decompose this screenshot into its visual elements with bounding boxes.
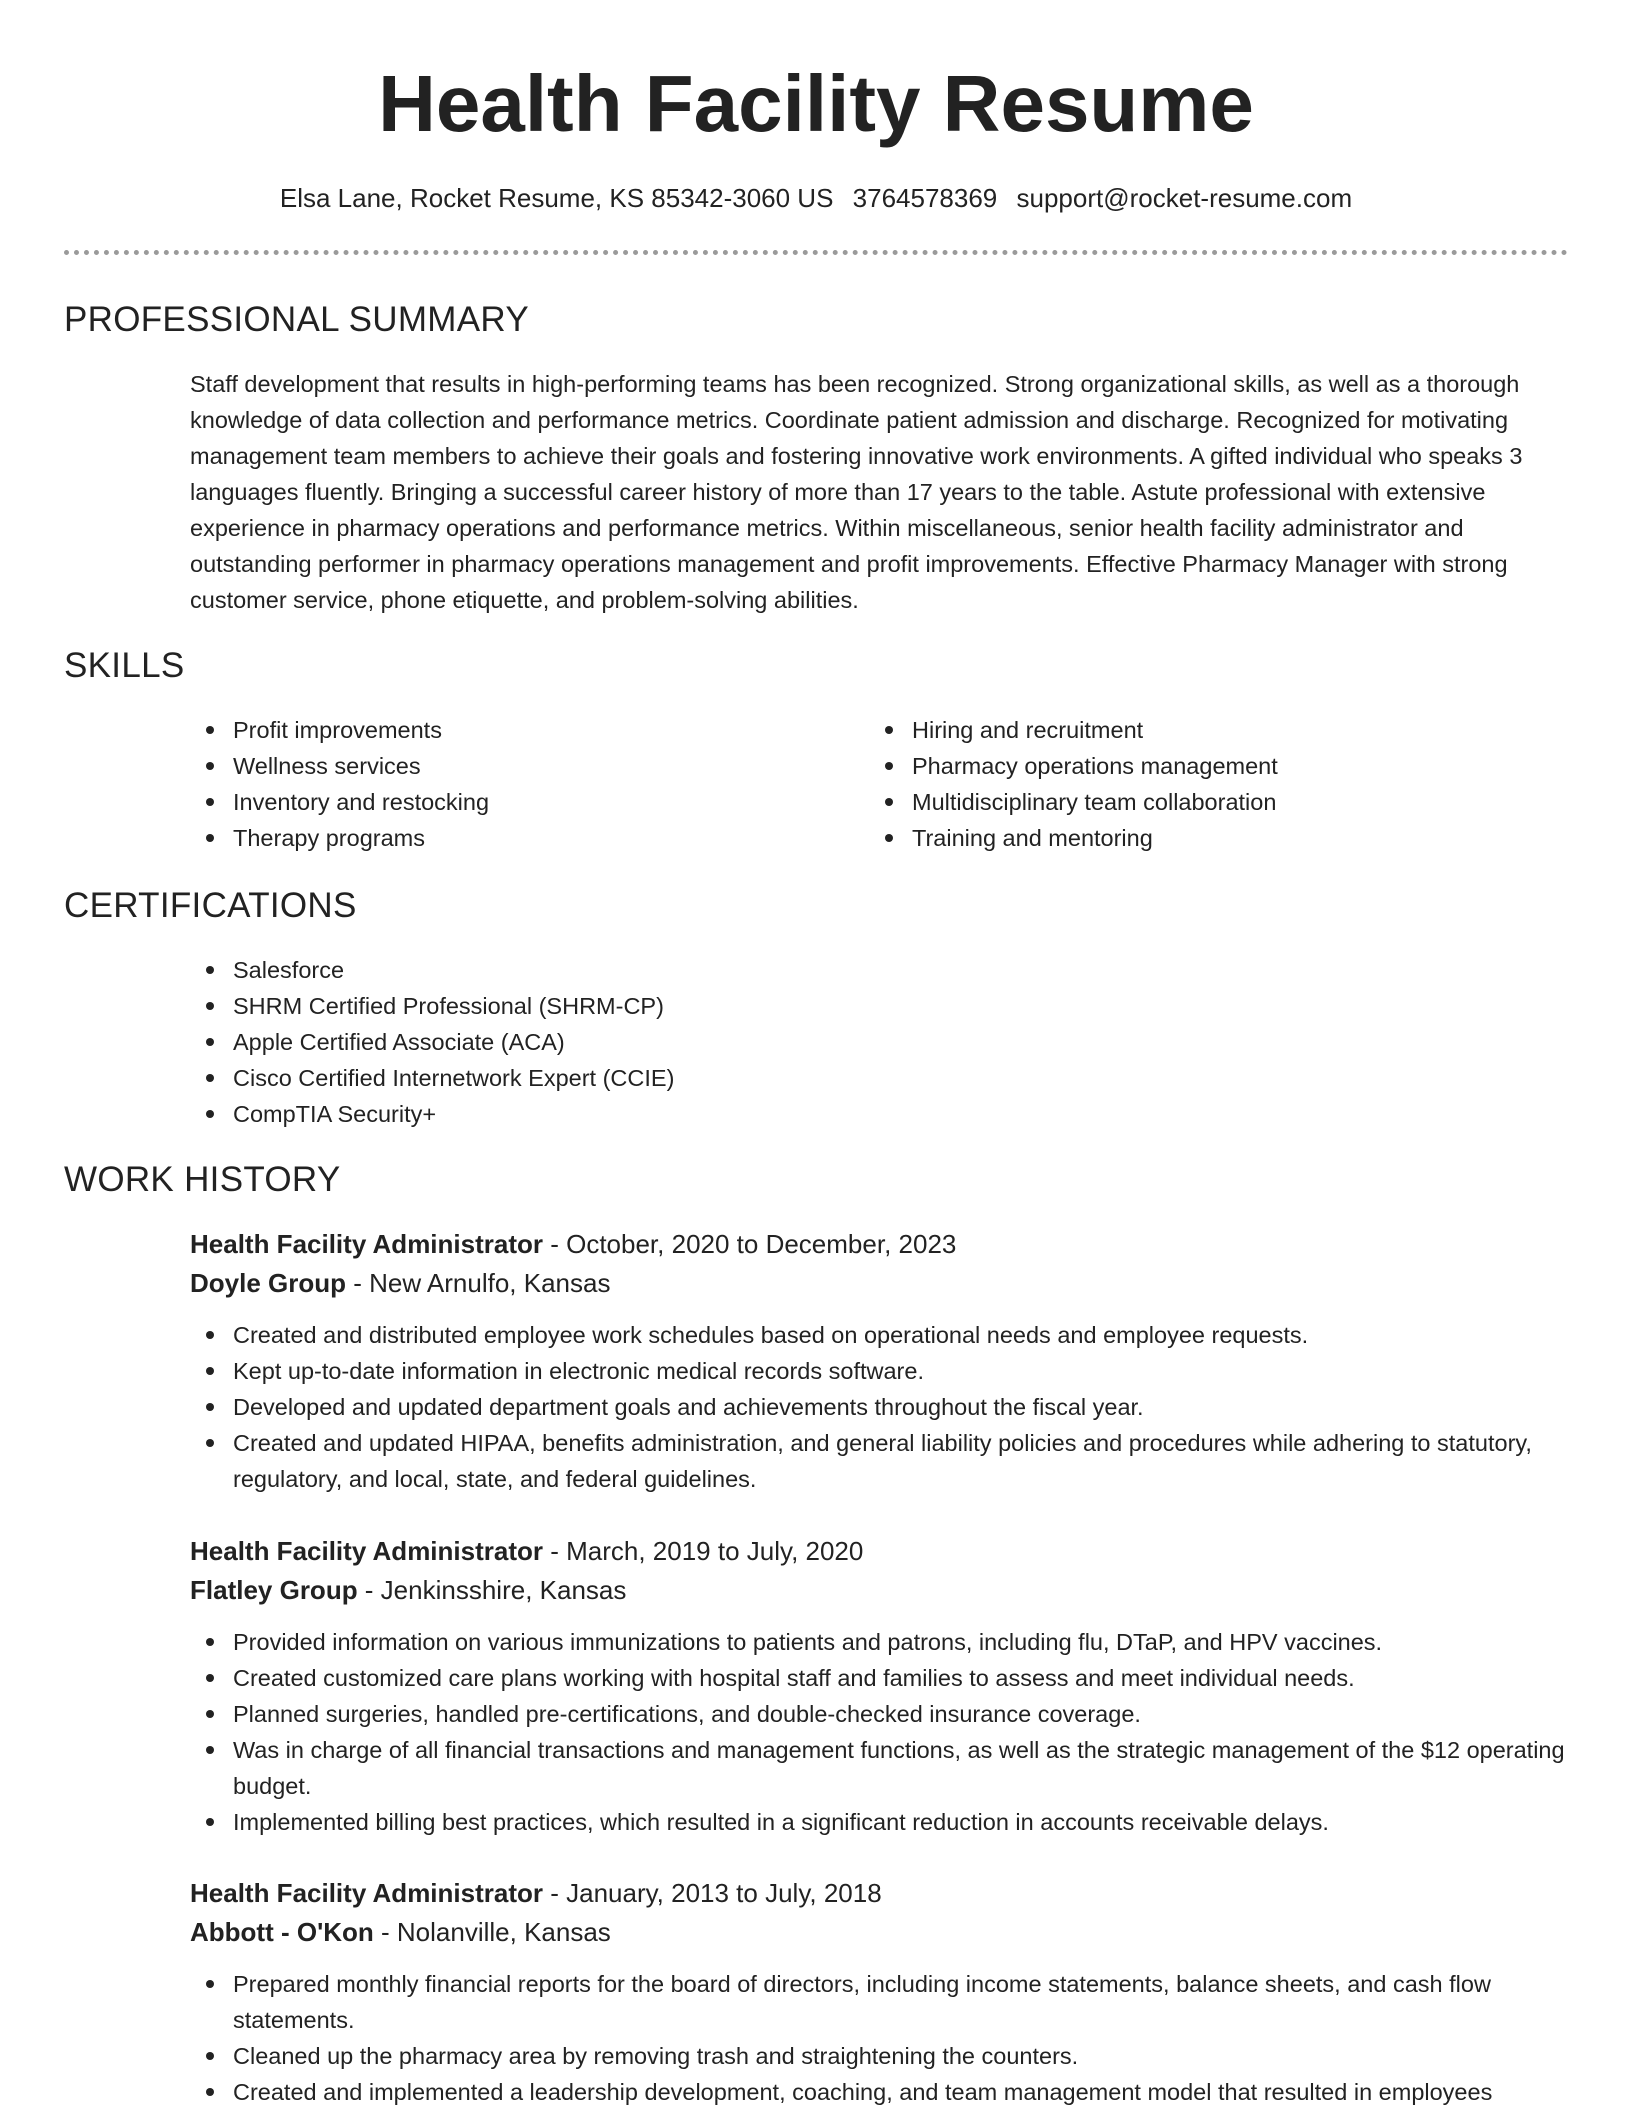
list-item: Kept up-to-date information in electronic medical records software. xyxy=(190,1353,1570,1389)
job-dates: - March, 2019 to July, 2020 xyxy=(543,1536,864,1566)
job-title-line xyxy=(190,1874,1570,1913)
list-item: Hiring and recruitment xyxy=(869,712,1549,748)
job-company-line xyxy=(190,1913,1570,1952)
job-entry xyxy=(190,1874,1570,2110)
job-company: Flatley Group xyxy=(190,1575,358,1605)
contact-phone: 3764578369 xyxy=(852,183,998,213)
list-item: Pharmacy operations management xyxy=(869,748,1549,784)
certifications-heading: CERTIFICATIONS xyxy=(64,886,357,925)
job-company-line xyxy=(190,1571,1570,1610)
list-item: Implemented billing best practices, which resulted in a significant reduction in accounts receivable delays. xyxy=(190,1804,1570,1840)
contact-email: support@rocket-resume.com xyxy=(1016,183,1353,213)
skills-list-left xyxy=(190,712,830,856)
list-item: Cleaned up the pharmacy area by removing trash and straightening the counters. xyxy=(190,2038,1570,2074)
list-item: Planned surgeries, handled pre-certifications, and double-checked insurance coverage. xyxy=(190,1696,1570,1732)
job-title: Health Facility Administrator xyxy=(190,1878,543,1908)
job-title: Health Facility Administrator xyxy=(190,1536,543,1566)
job-bullets xyxy=(190,1624,1570,1840)
list-item: Therapy programs xyxy=(190,820,830,856)
job-company: Doyle Group xyxy=(190,1268,347,1298)
job-location: - Jenkinsshire, Kansas xyxy=(357,1575,627,1605)
list-item: Profit improvements xyxy=(190,712,830,748)
job-title-line xyxy=(190,1532,1570,1571)
list-item: Wellness services xyxy=(190,748,830,784)
job-bullets xyxy=(190,1966,1570,2110)
job-entry xyxy=(190,1225,1570,1497)
work-history-heading: WORK HISTORY xyxy=(64,1160,341,1199)
job-title-line xyxy=(190,1225,1570,1264)
list-item: Inventory and restocking xyxy=(190,784,830,820)
list-item: CompTIA Security+ xyxy=(190,1096,1490,1132)
contact-address: Elsa Lane, Rocket Resume, KS 85342-3060 US xyxy=(279,183,834,213)
list-item: Training and mentoring xyxy=(869,820,1549,856)
job-company: Abbott - O'Kon xyxy=(190,1917,374,1947)
list-item: Provided information on various immunizations to patients and patrons, including flu, DTaP, and HPV vaccines. xyxy=(190,1624,1570,1660)
job-company-line xyxy=(190,1264,1570,1303)
job-location: - New Arnulfo, Kansas xyxy=(346,1268,611,1298)
contact-line xyxy=(0,180,1632,216)
list-item: SHRM Certified Professional (SHRM-CP) xyxy=(190,988,1490,1024)
skills-list-right xyxy=(869,712,1549,856)
list-item: Apple Certified Associate (ACA) xyxy=(190,1024,1490,1060)
resume-title: Health Facility Resume xyxy=(378,59,1254,148)
list-item: Prepared monthly financial reports for the board of directors, including income statements, balance sheets, and cash flow statements. xyxy=(190,1966,1570,2038)
job-title: Health Facility Administrator xyxy=(190,1229,543,1259)
list-item: Salesforce xyxy=(190,952,1490,988)
job-entry xyxy=(190,1532,1570,1840)
list-item: Was in charge of all financial transactions and management functions, as well as the strategic management of the $12 operating budget. xyxy=(190,1732,1570,1804)
job-location: - Nolanville, Kansas xyxy=(373,1917,611,1947)
summary-text: Staff development that results in high-performing teams has been recognized. Strong organizational skills, as well as a thorough knowledge of data collection and performance metrics. Coordinate patient admission and discharge. Recognized for motivating management team members to achieve their goals and fostering innovative work environments. A gifted individual who speaks 3 languages fluently. Bringing a successful career history of more than 17 years to the table. Astute professional with extensive experience in pharmacy operations and performance metrics. Within miscellaneous, senior health facility administrator and outstanding performer in pharmacy operations management and profit improvements. Effective Pharmacy Manager with strong customer service, phone etiquette, and problem-solving abilities. xyxy=(190,371,1523,613)
list-item: Created and updated HIPAA, benefits administration, and general liability policies and procedures while adhering to statutory, regulatory, and local, state, and federal guidelines. xyxy=(190,1425,1570,1497)
list-item: Multidisciplinary team collaboration xyxy=(869,784,1549,820)
list-item: Developed and updated department goals and achievements throughout the fiscal year. xyxy=(190,1389,1570,1425)
certifications-list xyxy=(190,952,1490,1132)
list-item: Cisco Certified Internetwork Expert (CCIE) xyxy=(190,1060,1490,1096)
list-item: Created and implemented a leadership development, coaching, and team management model that resulted in employees xyxy=(190,2074,1570,2110)
job-dates: - October, 2020 to December, 2023 xyxy=(543,1229,957,1259)
header-divider xyxy=(64,250,1568,255)
list-item: Created customized care plans working with hospital staff and families to assess and meet individual needs. xyxy=(190,1660,1570,1696)
skills-heading: SKILLS xyxy=(64,646,185,685)
summary-heading: PROFESSIONAL SUMMARY xyxy=(64,300,529,339)
job-bullets xyxy=(190,1317,1570,1497)
job-dates: - January, 2013 to July, 2018 xyxy=(543,1878,882,1908)
list-item: Created and distributed employee work schedules based on operational needs and employee requests. xyxy=(190,1317,1570,1353)
